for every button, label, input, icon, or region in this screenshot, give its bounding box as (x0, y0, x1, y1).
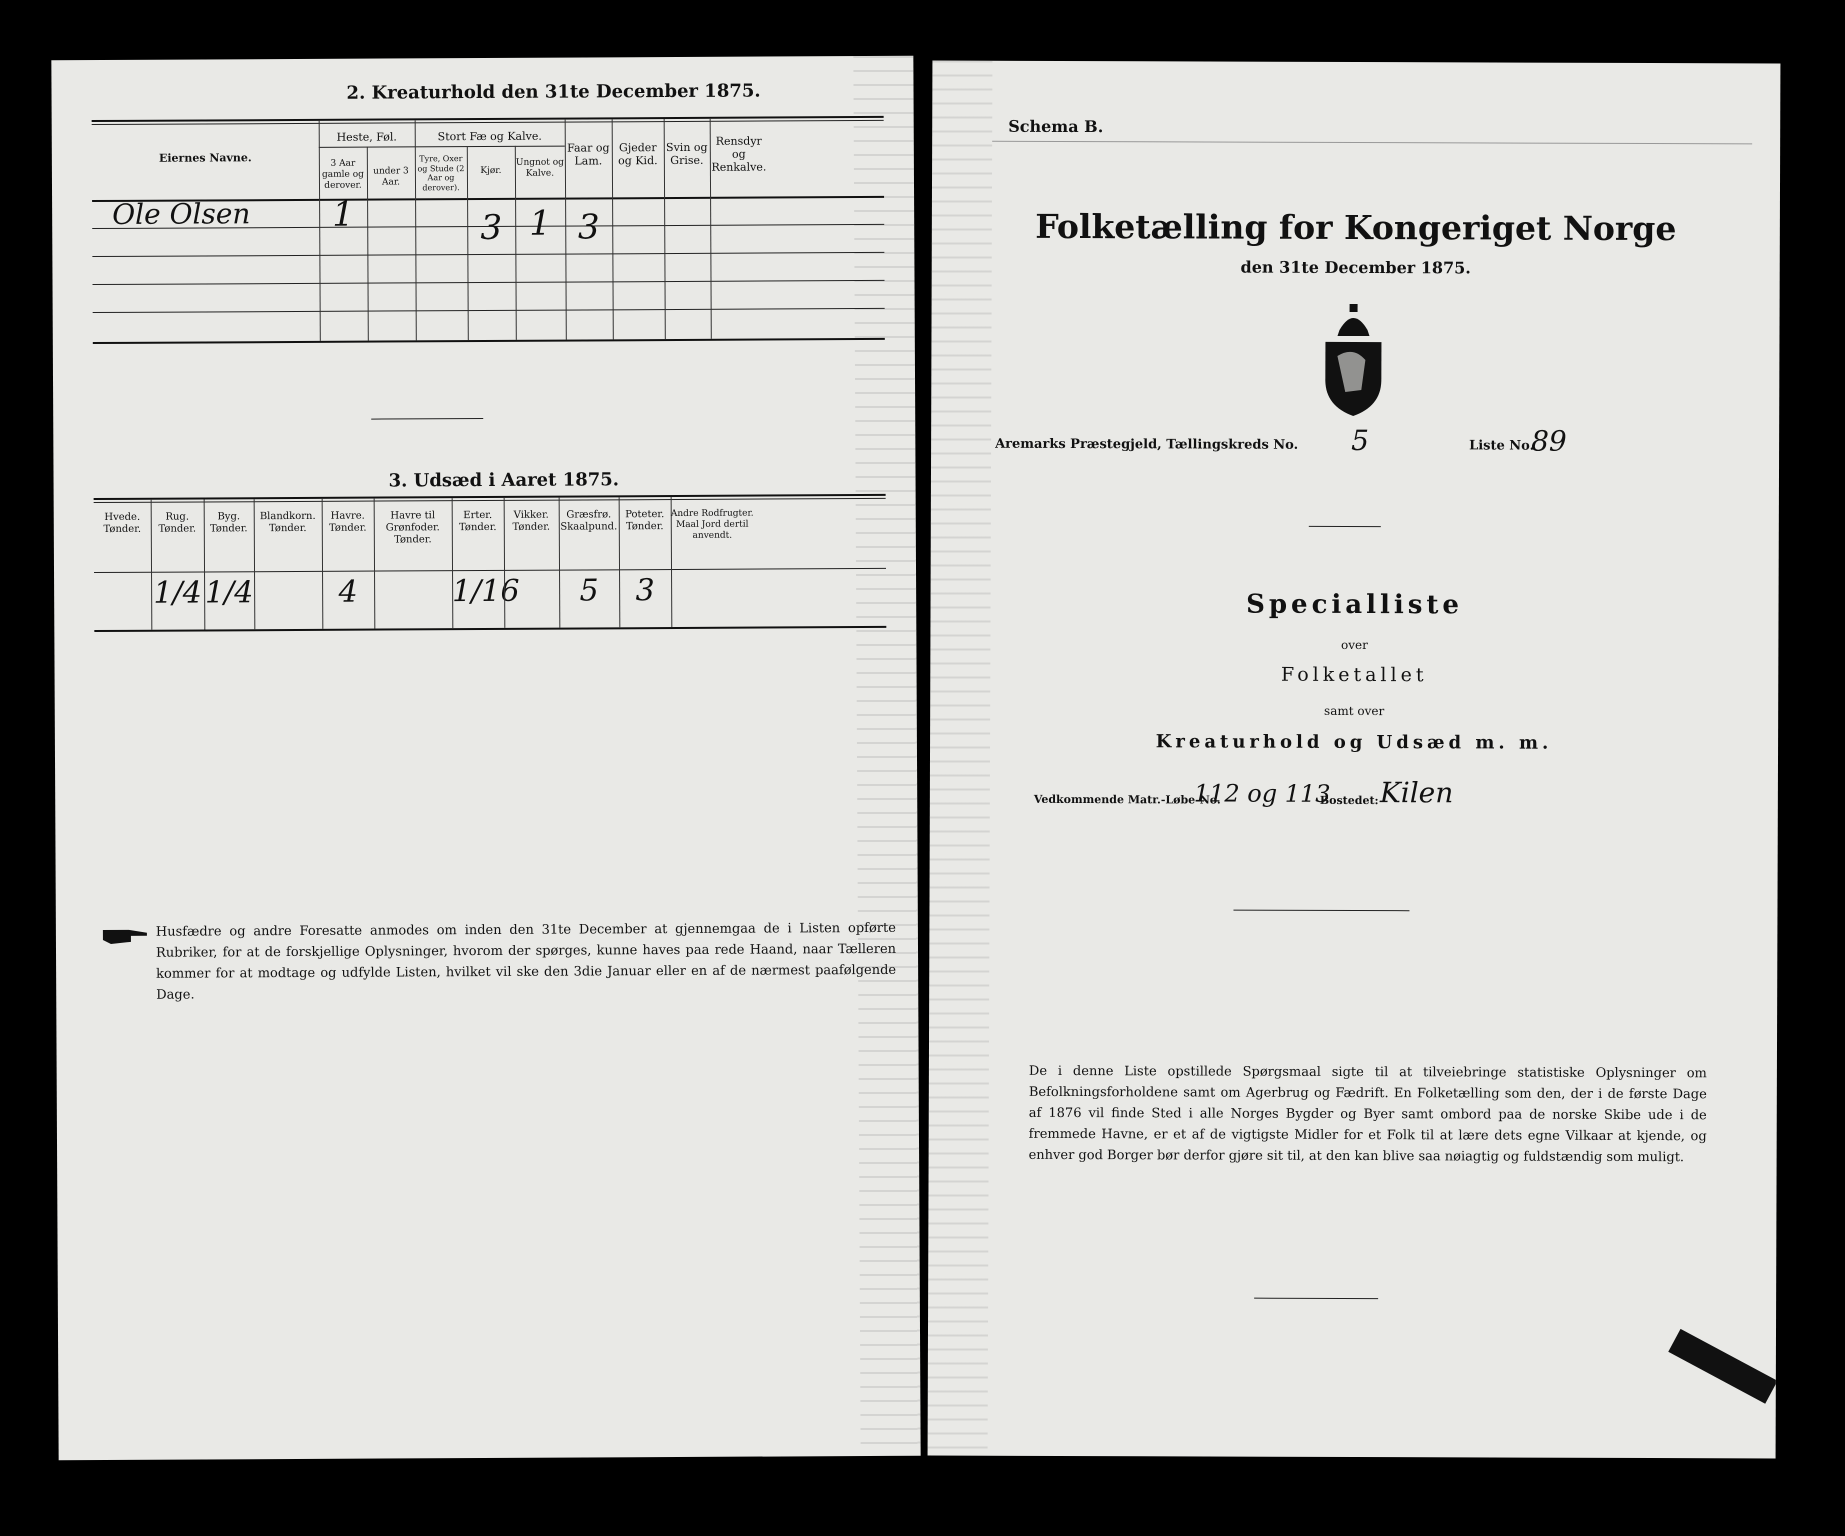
ungnot-header: Ungnot og Kalve. (515, 157, 564, 179)
heste-young-header: under 3 Aar. (373, 166, 409, 188)
table1-row-rule (93, 280, 885, 285)
udsaed-value-cell: 1/4 (153, 575, 202, 611)
owner-name: Ole Olsen (112, 197, 251, 231)
bosted-label: Bostedet: (1319, 793, 1379, 808)
udsaed-col-header: Blandkorn. Tønder. (259, 510, 316, 535)
matr-number: 112 og 113 (1193, 779, 1331, 808)
udsaed-col-header: Havre til Grønfoder. Tønder. (385, 510, 440, 546)
udsaed-col-header: Hvede. Tønder. (103, 511, 142, 535)
udsaed-value-cell: 3 (635, 573, 655, 609)
heste-old-value: 1 (332, 194, 355, 235)
heste-old-header: 3 Aar gamle og derover. (321, 158, 364, 191)
udsaed-value-cell: 4 (338, 574, 358, 610)
folketallet-heading: Folketallet (1281, 663, 1428, 687)
section-3-title: 3. Udsæd i Aaret 1875. (388, 469, 620, 492)
tyre-header: Tyre, Oxer og Stude (2 Aar og derover). (417, 154, 465, 193)
parish-label: Aremarks Præstegjeld, Tællingskreds No. (995, 436, 1299, 453)
udsaed-col-header: Rug. Tønder. (158, 511, 197, 535)
page-tab-marker (1668, 1329, 1777, 1404)
kjor-value: 3 (480, 207, 503, 249)
liste-number: 89 (1531, 424, 1567, 458)
over-text: over (1340, 637, 1368, 653)
table1-row-rule (93, 308, 885, 313)
kreaturhold-heading: Kreaturhold og Udsæd m. m. (1155, 731, 1553, 754)
faar-value: 3 (577, 207, 600, 248)
gjeder-header: Gjeder og Kid. (618, 141, 658, 168)
stort-fae-group-header: Stort Fæ og Kalve. (437, 129, 542, 144)
kjor-header: Kjør. (480, 165, 502, 177)
udsaed-value-cell: 1/4 (204, 575, 254, 611)
table2-bottom-rule (94, 626, 886, 632)
owner-header: Eiernes Navne. (158, 151, 252, 165)
ungnot-value: 1 (529, 203, 552, 244)
udsaed-value-cell: 1/16 (452, 573, 520, 610)
kreds-number: 5 (1351, 423, 1369, 458)
udsaed-value-cell: 5 (579, 573, 599, 609)
table1-row-rule (92, 252, 884, 257)
date-line: den 31te December 1875. (1240, 257, 1471, 278)
bosted-value: Kilen (1379, 776, 1454, 810)
udsaed-col-header: Græsfrø. Skaalpund. (560, 509, 618, 533)
udsaed-col-header: Byg. Tønder. (209, 511, 248, 535)
schema-label: Schema B. (1008, 116, 1104, 137)
matr-label: Vedkommende Matr.-Løbe-No. (1033, 792, 1221, 807)
svin-header: Svin og Grise. (666, 140, 708, 168)
samt-over-text: samt over (1324, 703, 1385, 719)
table1-group-rule (319, 146, 565, 148)
udsaed-col-header: Andre Rodfrugter. Maal Jord dertil anvendt. (670, 508, 754, 541)
right-page (928, 61, 1781, 1459)
faar-header: Faar og Lam. (567, 141, 610, 168)
rensdyr-header: Rensdyr og Renkalve. (711, 134, 767, 175)
instructions-notice: Husfædre og andre Foresatte anmodes om inden den 31te December at gjennemgaa de i Listen opførte Rubriker, for at de forskjellige Oplysninger, hvorom der spørges, kunne haves paa rede Haand, naar Tælleren kommer for at modtage og udfylde Listen, hvilket vil ske den 3die Januar eller en af de nærmest paafølgende Dage. (155, 920, 897, 1003)
separator-rule (371, 418, 483, 420)
separator-rule (1254, 1298, 1378, 1299)
left-page (51, 56, 920, 1460)
ghost-header-rule (992, 141, 1752, 145)
separator-rule (1233, 910, 1409, 912)
heste-group-header: Heste, Føl. (336, 130, 397, 144)
udsaed-col-header: Havre. Tønder. (328, 510, 367, 534)
pointing-hand-icon (101, 924, 151, 946)
purpose-paragraph: De i denne Liste opstillede Spørgsmaal sigte til at tilveiebringe statistiske Oplysninger om Befolkningsforholdene samt om Agerbrug og Fædrift. En Folketælling som den, der i de første Dage af 1876 vil finde Sted i alle Norges Bygder og Byer samt ombord paa de norske Skibe ude i de fremmede Havne, er et af de vigtigste Midler for et Folk til at lære dets egne Vilkaar at kjende, og enhver god Borger bør derfor gjøre sit til, at den kan blive saa nøiagtig og fuldstændig som muligt. (1028, 1063, 1707, 1166)
specialliste-heading: Specialliste (1246, 589, 1464, 621)
main-title: Folketælling for Kongeriget Norge (1035, 206, 1677, 249)
separator-rule (1309, 526, 1381, 527)
udsaed-col-header: Poteter. Tønder. (625, 509, 665, 533)
coat-of-arms-icon (1319, 300, 1387, 418)
liste-label: Liste No. (1469, 438, 1535, 454)
table1-bottom-rule (93, 338, 885, 344)
udsaed-col-header: Vikker. Tønder. (512, 509, 551, 533)
section-2-title: 2. Kreaturhold den 31te December 1875. (346, 80, 761, 104)
udsaed-col-header: Erter. Tønder. (458, 509, 497, 534)
table2-header-rule (94, 568, 886, 573)
